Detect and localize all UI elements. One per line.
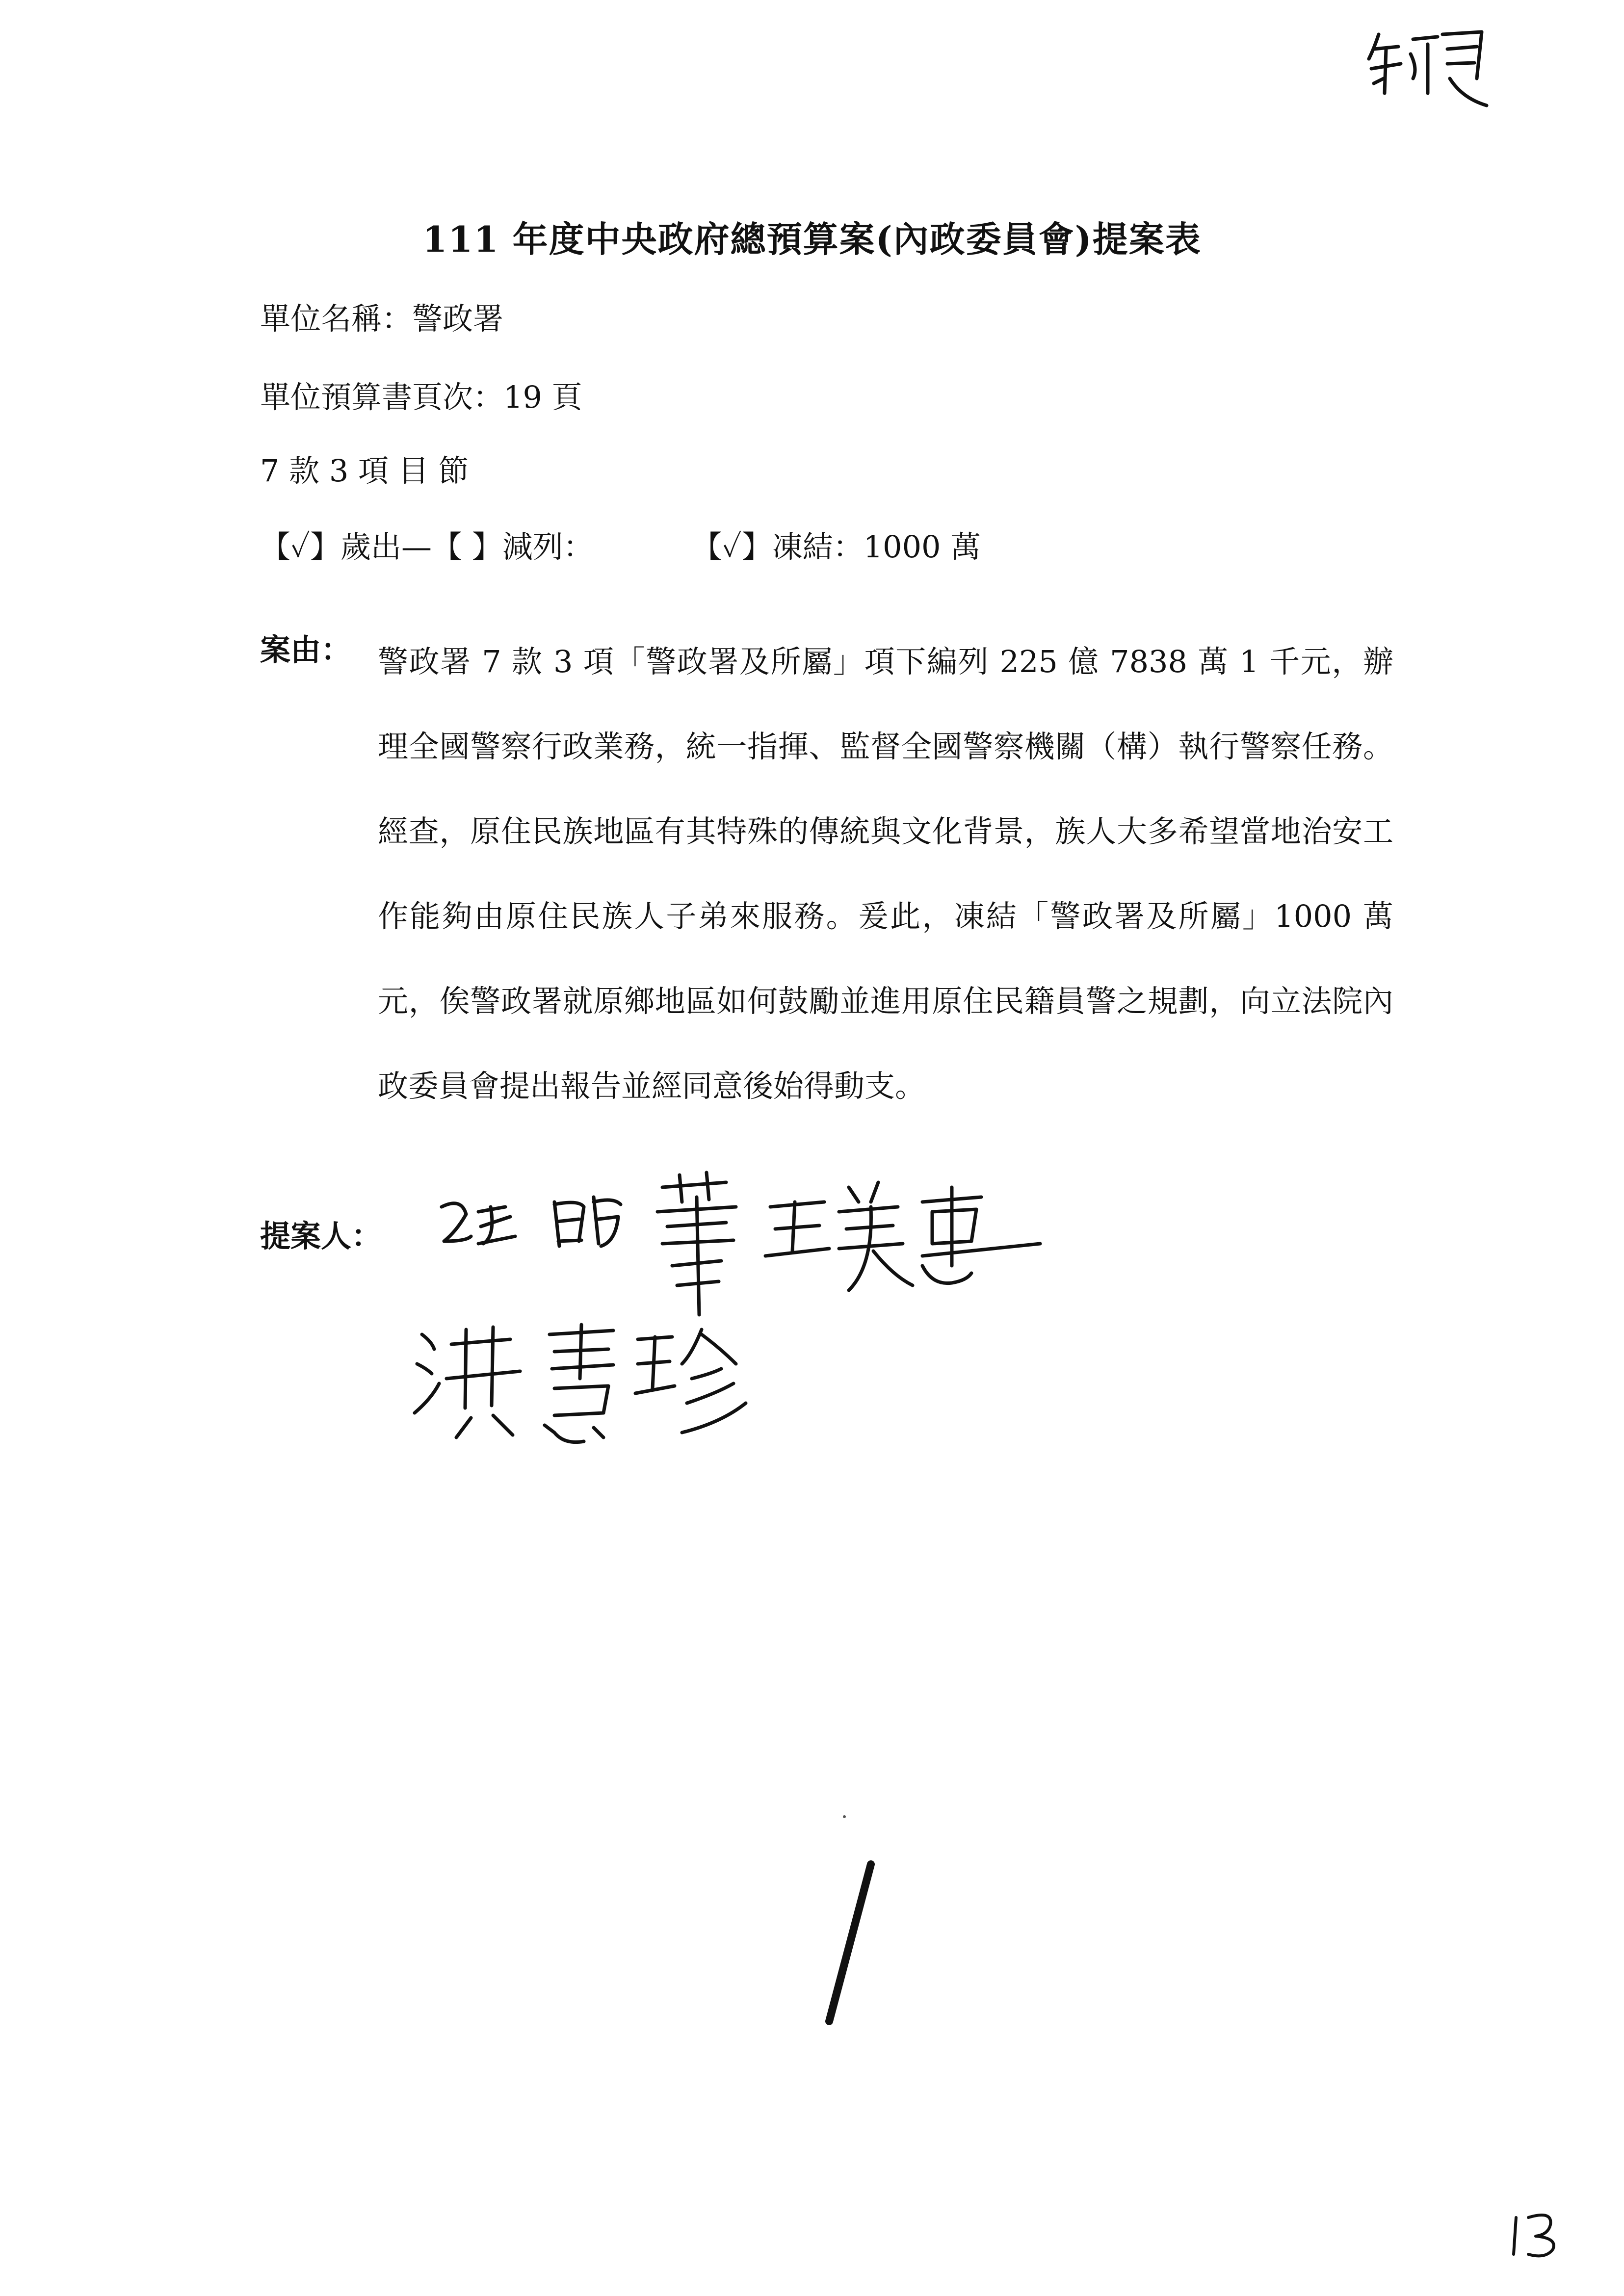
handwritten-stroke (814, 1854, 883, 2031)
unit-name-line: 單位名稱：警政署 (260, 301, 504, 337)
freeze-check: 【✓】凍結：1000 萬 (691, 529, 981, 565)
budget-page-line: 單位預算書頁次：19 頁 (260, 379, 582, 415)
checkbox-line (260, 522, 981, 566)
expenditure-reduction-check: 【✓】歲出—【 】減列： (260, 529, 594, 565)
proposer-label: 提案人： (260, 1218, 382, 1254)
handwritten-page-number (1506, 2208, 1565, 2262)
scan-speck (843, 1815, 846, 1818)
reason-label: 案由： (260, 632, 352, 668)
signature-second-row (407, 1315, 760, 1452)
signature-first-row (432, 1168, 1050, 1330)
reason-text: 警政署 7 款 3 項「警政署及所屬」項下編列 225 億 7838 萬 1 千元，辦理全國警察行政業務，統一指揮、監督全國警察機關（構）執行警察任務。經查，原住民族地區有其特殊的傳統與文化背景，族人大多希望當地治安工作能夠由原住民族人子弟來服務。爰此，凍結「警政署及所屬」1000 萬元，俟警政署就原鄉地區如何鼓勵並進用原住民籍員警之規劃，向立法院內政委員會提出報告並經同意後始得動支。 (378, 644, 1393, 1104)
page-title: 111 年度中央政府總預算案(內政委員會)提案表 (422, 218, 1202, 260)
handwritten-corner-mark (1364, 20, 1492, 113)
budget-item-line: 7 款 3 項 目 節 (260, 453, 469, 489)
